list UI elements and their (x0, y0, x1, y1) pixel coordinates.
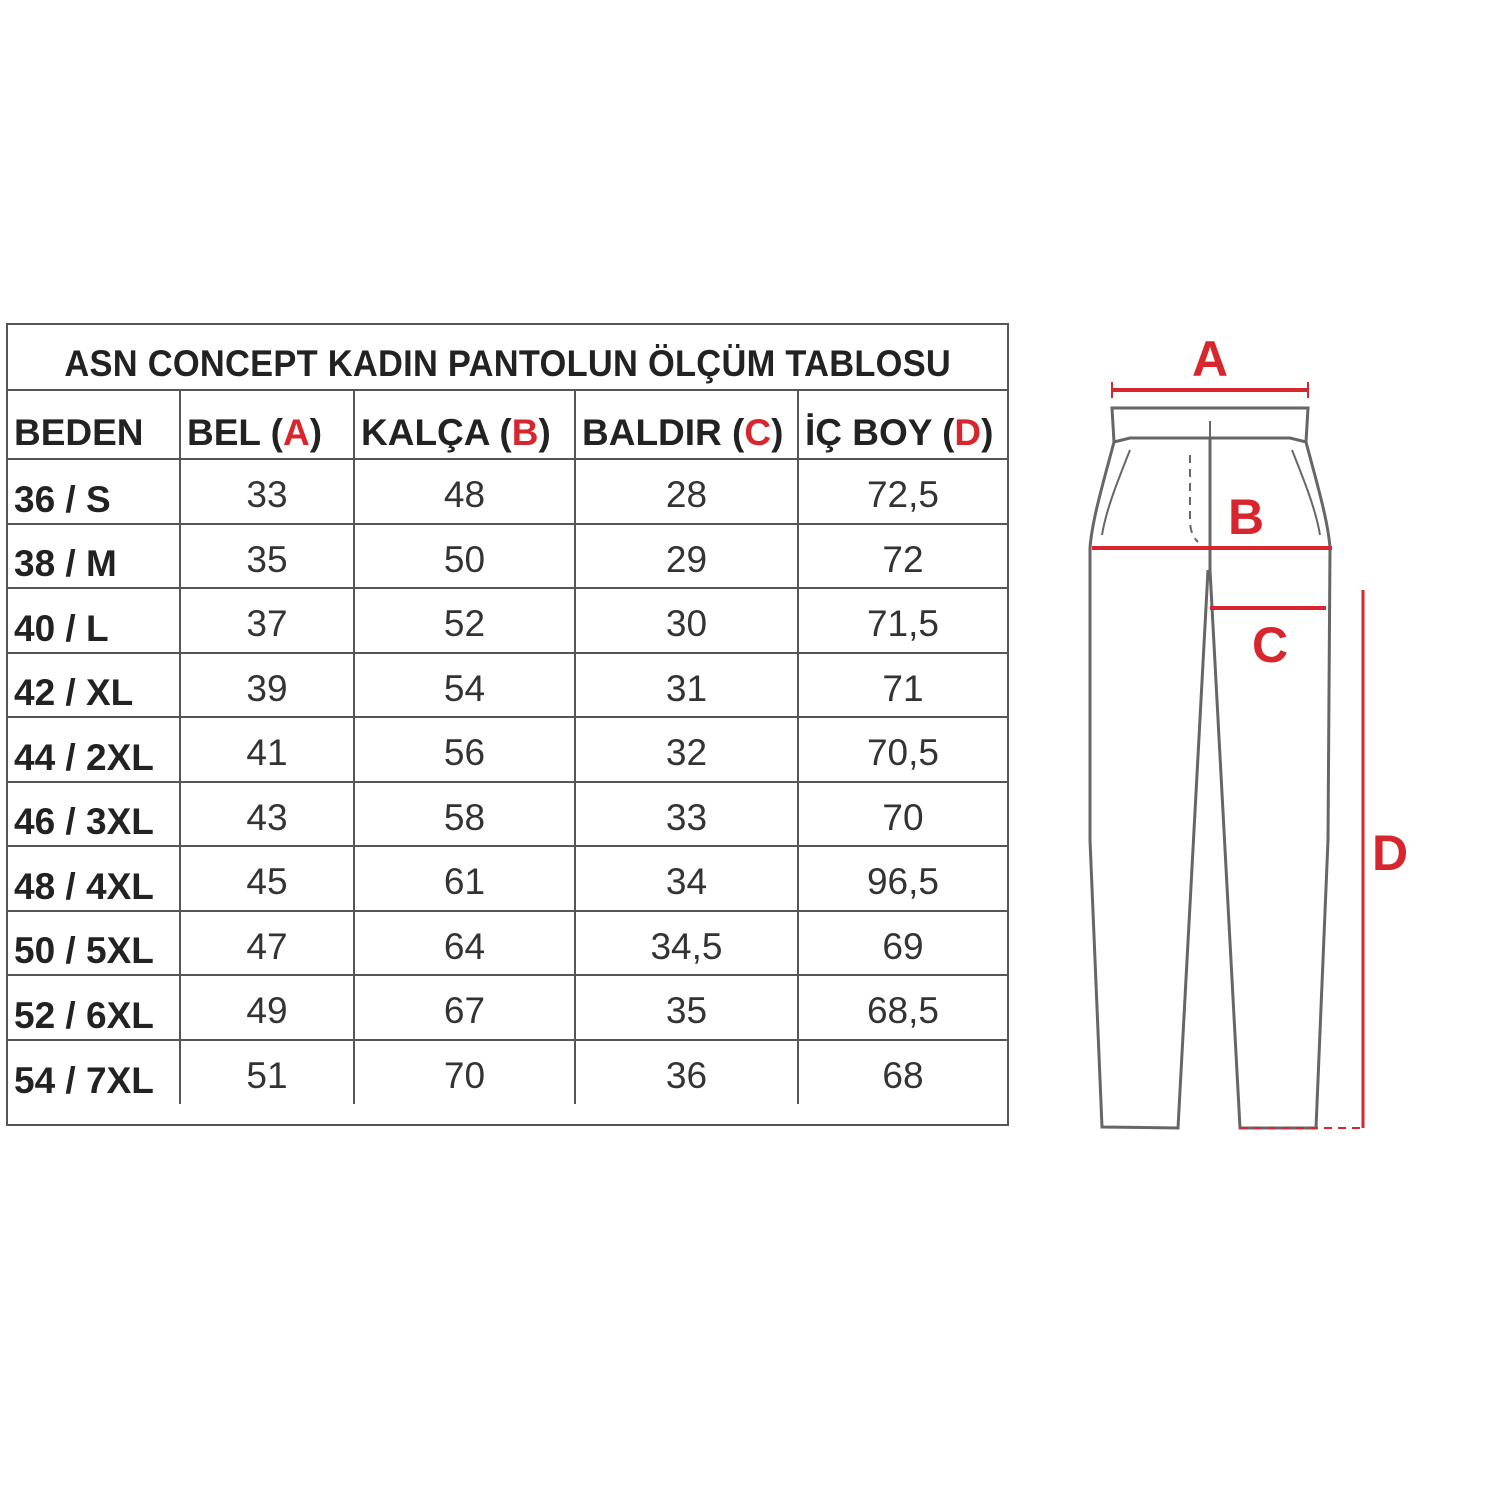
table-row (8, 911, 1007, 976)
measurement-cell: 50 (354, 524, 575, 589)
measurement-cell: 43 (180, 782, 354, 847)
measure-label-a: A (1192, 331, 1229, 387)
measurement-cell: 64 (354, 911, 575, 976)
table-row (8, 1040, 1007, 1105)
measurement-table (8, 391, 1007, 1104)
measurement-cell: 70,5 (798, 717, 1007, 782)
measurement-cell: 36 (575, 1040, 798, 1105)
measurement-cell: 54 (354, 653, 575, 718)
size-cell: 40 / L (8, 588, 180, 653)
measurement-cell: 41 (180, 717, 354, 782)
table-row (8, 975, 1007, 1040)
measurement-cell: 34 (575, 846, 798, 911)
measurement-cell: 45 (180, 846, 354, 911)
table-title: ASN CONCEPT KADIN PANTOLUN ÖLÇÜM TABLOSU (64, 343, 951, 384)
size-chart-table (6, 323, 1009, 1126)
measurement-cell: 56 (354, 717, 575, 782)
header-baldir: BALDIR (C) (575, 391, 798, 459)
measurement-cell: 67 (354, 975, 575, 1040)
table-row (8, 846, 1007, 911)
size-cell: 50 / 5XL (8, 911, 180, 976)
measurement-cell: 72,5 (798, 459, 1007, 524)
measurement-cell: 35 (575, 975, 798, 1040)
measurement-cell: 68,5 (798, 975, 1007, 1040)
measurement-cell: 35 (180, 524, 354, 589)
table-body (8, 391, 1007, 1104)
measurement-cell: 47 (180, 911, 354, 976)
measurement-cell: 58 (354, 782, 575, 847)
measure-label-c: C (1252, 617, 1289, 673)
header-row (8, 391, 1007, 459)
measure-label-d: D (1372, 825, 1409, 881)
table-row (8, 524, 1007, 589)
measurement-cell: 30 (575, 588, 798, 653)
size-cell: 44 / 2XL (8, 717, 180, 782)
measurement-cell: 29 (575, 524, 798, 589)
header-ic-boy: İÇ BOY (D) (798, 391, 1007, 459)
measurement-cell: 70 (798, 782, 1007, 847)
table-row (8, 653, 1007, 718)
size-cell: 54 / 7XL (8, 1040, 180, 1105)
table-row (8, 588, 1007, 653)
measurement-cell: 31 (575, 653, 798, 718)
measurement-cell: 48 (354, 459, 575, 524)
measurement-cell: 32 (575, 717, 798, 782)
trouser-outline-illustration (1080, 320, 1420, 1150)
measurement-cell: 71,5 (798, 588, 1007, 653)
measure-label-b: B (1228, 489, 1265, 545)
size-cell: 42 / XL (8, 653, 180, 718)
size-cell: 46 / 3XL (8, 782, 180, 847)
measurement-cell: 52 (354, 588, 575, 653)
measurement-cell: 39 (180, 653, 354, 718)
table-row (8, 782, 1007, 847)
header-bel: BEL (A) (180, 391, 354, 459)
measurement-cell: 70 (354, 1040, 575, 1105)
table-row (8, 717, 1007, 782)
size-cell: 52 / 6XL (8, 975, 180, 1040)
size-cell: 36 / S (8, 459, 180, 524)
header-beden: BEDEN (8, 391, 180, 459)
measurement-cell: 49 (180, 975, 354, 1040)
measurement-cell: 28 (575, 459, 798, 524)
measurement-cell: 61 (354, 846, 575, 911)
table-row (8, 459, 1007, 524)
measurement-cell: 68 (798, 1040, 1007, 1105)
table-title-row (8, 325, 1007, 391)
measurement-cell: 71 (798, 653, 1007, 718)
size-cell: 38 / M (8, 524, 180, 589)
size-cell: 48 / 4XL (8, 846, 180, 911)
measurement-cell: 96,5 (798, 846, 1007, 911)
measurement-cell: 72 (798, 524, 1007, 589)
measurement-cell: 34,5 (575, 911, 798, 976)
measurement-cell: 33 (180, 459, 354, 524)
measurement-cell: 37 (180, 588, 354, 653)
measurement-cell: 51 (180, 1040, 354, 1105)
header-kalca: KALÇA (B) (354, 391, 575, 459)
measurement-cell: 33 (575, 782, 798, 847)
measurement-cell: 69 (798, 911, 1007, 976)
trouser-diagram (1080, 320, 1420, 1150)
